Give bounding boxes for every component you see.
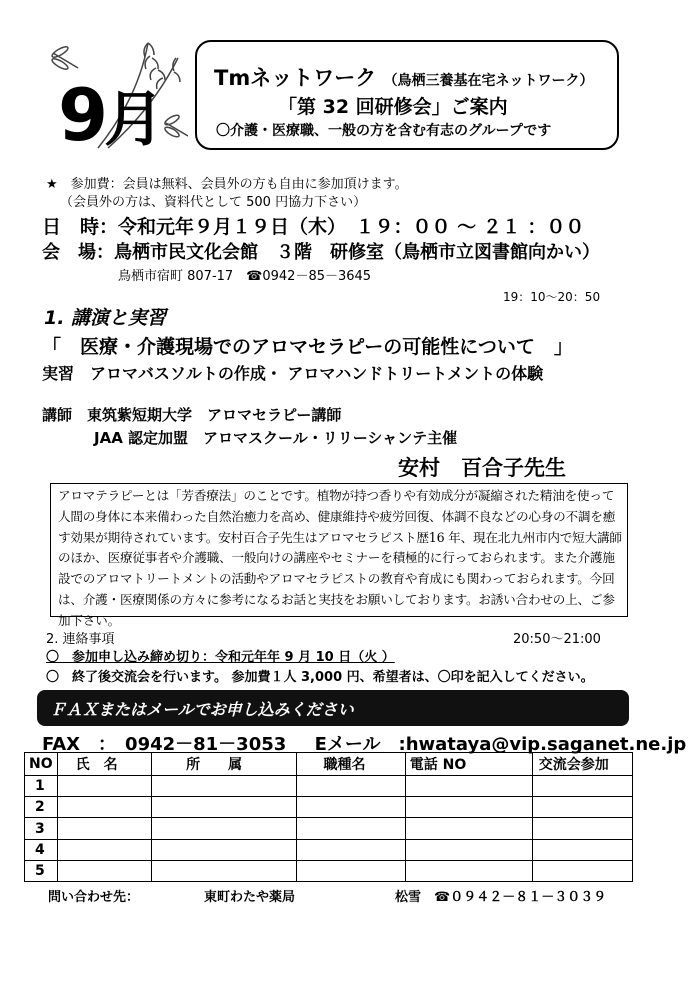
cell[interactable] xyxy=(152,776,297,797)
cell[interactable] xyxy=(405,818,532,839)
cell[interactable] xyxy=(57,860,152,881)
col-occupation: 職種名 xyxy=(297,753,405,776)
cell[interactable] xyxy=(532,860,632,881)
lecturer-name: 安村 百合子先生 xyxy=(398,456,566,480)
section2-heading: 2. 連絡事項 xyxy=(46,632,115,647)
col-party: 交流会参加 xyxy=(532,753,632,776)
date-label: 日 時： xyxy=(42,216,119,238)
lecture-time: 19：10～20：50 xyxy=(503,290,601,304)
network-subtitle: （鳥栖三養基在宅ネットワーク） xyxy=(383,73,594,89)
registration-table xyxy=(24,752,633,882)
group-description: 〇介護・医療職、一般の方を含む有志のグループです xyxy=(216,123,552,139)
cell[interactable] xyxy=(152,818,297,839)
table-row xyxy=(25,839,633,860)
table-row xyxy=(25,860,633,881)
lecturer-school: JAA 認定加盟 アロマスクール・リリーシャンテ主催 xyxy=(94,429,458,447)
cell[interactable] xyxy=(57,776,152,797)
lecture-title: 「 医療・介護現場でのアロマセラピーの可能性について 」 xyxy=(42,336,573,358)
cell[interactable] xyxy=(297,860,405,881)
row-number: 2 xyxy=(25,797,58,818)
network-title xyxy=(214,62,594,92)
cell[interactable] xyxy=(152,860,297,881)
cell[interactable] xyxy=(297,818,405,839)
network-name: Tmネットワーク xyxy=(214,66,377,90)
cell[interactable] xyxy=(405,860,532,881)
inquiry-shop: 東町わたや薬局 xyxy=(204,890,296,905)
seminar-title: 「第 32 回研修会」ご案内 xyxy=(278,96,508,118)
cell[interactable] xyxy=(532,776,632,797)
inquiry-person: 松雪 ☎０９４２－８１－３０３９ xyxy=(395,890,607,905)
venue-label: 会 場： xyxy=(42,242,114,263)
row-number: 5 xyxy=(25,860,58,881)
cell[interactable] xyxy=(57,839,152,860)
col-phone: 電話 NO xyxy=(405,753,532,776)
month-label xyxy=(58,72,160,158)
fax-number: FAX ： 0942－81－3053 xyxy=(42,734,287,755)
row-number: 3 xyxy=(25,818,58,839)
cell[interactable] xyxy=(405,839,532,860)
table-row xyxy=(25,776,633,797)
row-number: 1 xyxy=(25,776,58,797)
cell[interactable] xyxy=(152,839,297,860)
cell[interactable] xyxy=(405,797,532,818)
cell[interactable] xyxy=(532,818,632,839)
cell[interactable] xyxy=(405,776,532,797)
party-item: 〇 終了後交流会を行います。 参加費１人 3,000 円、希望者は、〇印を記入してください。 xyxy=(46,670,594,685)
venue-address: 鳥栖市宿町 807-17 ☎0942－85－3645 xyxy=(118,269,372,284)
venue-row xyxy=(42,238,600,264)
practice-line: 実習 アロマバスソルトの作成・ アロマハンドトリートメントの体験 xyxy=(42,364,544,383)
table-header-row xyxy=(25,753,633,776)
description-text: アロマテラピーとは「芳香療法」のことです。植物が持つ香りや有効成分が凝縮された精油を使って人間の身体に本来備わった自然治癒力を高め、健康維持や疲労回復、体調不良などの心身の不調を癒す効果が期待されています。安村百合子先生はアロマセラピスト歴16 年、現在北九州市内で短大講師のほか、医療従事者や介護職、一般向けの講座やセミナーを積極的に行っておられます。また介護施設でのアロマトリートメントの活動やアロマセラピストの教育や育成にも関わっておられます。今回は、介護・医療関係の方々に参考になるお話と実技をお願いしております。お誘い合わせの上、ご参加下さい。 xyxy=(58,488,622,628)
cell[interactable] xyxy=(57,797,152,818)
email-address[interactable]: hwataya@vip.saganet.ne.jp xyxy=(405,734,687,755)
month-suffix: 月 xyxy=(104,85,161,155)
fax-banner-text: ＦＡＸまたはメールでお申し込みください xyxy=(50,700,354,719)
col-no: NO xyxy=(25,753,58,776)
venue-value: 鳥栖市民文化会館 ３階 研修室（鳥栖市立図書館向かい） xyxy=(114,242,600,263)
cell[interactable] xyxy=(297,797,405,818)
date-row xyxy=(42,212,584,239)
lecturer-affiliation: 講師 東筑紫短期大学 アロマセラピー講師 xyxy=(42,406,342,424)
col-affiliation: 所 属 xyxy=(152,753,297,776)
row-number: 4 xyxy=(25,839,58,860)
month-number: 9 xyxy=(58,73,105,157)
section1-heading: 1. 講演と実習 xyxy=(44,307,167,329)
cell[interactable] xyxy=(532,797,632,818)
cell[interactable] xyxy=(297,839,405,860)
fee-line-1: ★ 参加費：会員は無料、会員外の方も自由に参加頂けます。 xyxy=(46,177,408,192)
table-row xyxy=(25,818,633,839)
email-label: Eメール : xyxy=(314,734,406,755)
date-value: 令和元年９月１９日（木） １９：００ ～ ２１ ：００ xyxy=(118,216,585,238)
table-row xyxy=(25,797,633,818)
col-name: 氏 名 xyxy=(57,753,152,776)
section2-time: 20:50～21:00 xyxy=(513,632,601,647)
fee-line-2: （会員外の方は、資料代として 500 円協力下さい） xyxy=(60,195,367,210)
cell[interactable] xyxy=(57,818,152,839)
deadline-item: 〇 参加申し込み締め切り：令和元年年 9 月 10 日（火 ） xyxy=(46,650,395,665)
cell[interactable] xyxy=(152,797,297,818)
inquiry-label: 問い合わせ先： xyxy=(48,890,140,905)
cell[interactable] xyxy=(532,839,632,860)
cell[interactable] xyxy=(297,776,405,797)
